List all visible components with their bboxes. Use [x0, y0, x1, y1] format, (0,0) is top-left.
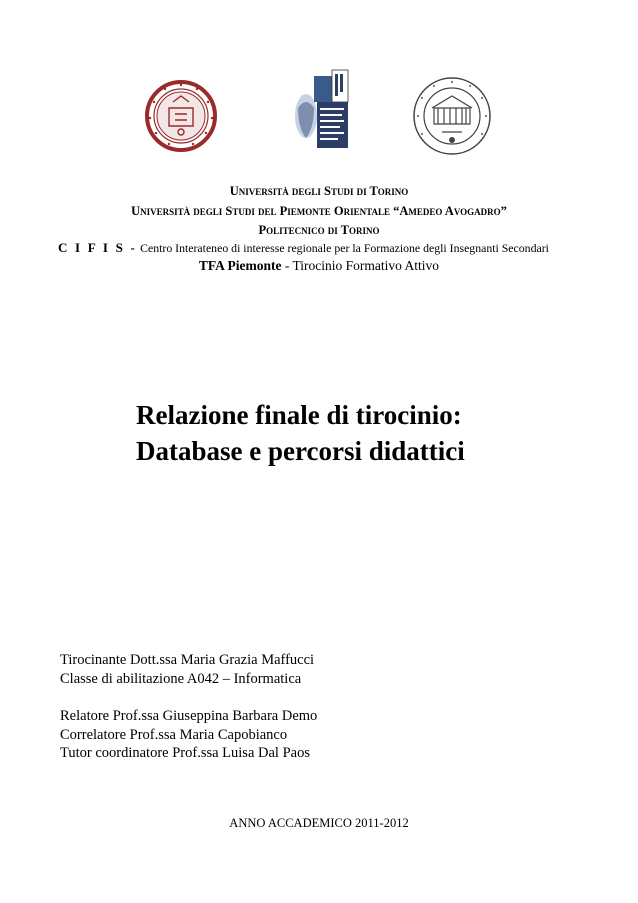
- tutor-line: Tutor coordinatore Prof.ssa Luisa Dal Paos: [60, 745, 310, 761]
- cifis-description: Centro Interateneo di interesse regionale per la Formazione degli Insegnanti Secondari: [140, 241, 549, 255]
- header-polito: Politecnico di Torino: [258, 223, 380, 237]
- header-upo: Università degli Studi del Piemonte Orientale “Amedeo Avogadro”: [131, 204, 507, 218]
- relatore-line: Relatore Prof.ssa Giuseppina Barbara Demo: [60, 708, 318, 724]
- header-cifis: [58, 240, 549, 256]
- correlatore-line: Correlatore Prof.ssa Maria Capobianco: [60, 727, 288, 743]
- uupo-logo: [290, 68, 350, 150]
- header-unito: Università degli Studi di Torino: [229, 184, 409, 198]
- tfa-label: TFA Piemonte: [198, 258, 282, 273]
- title-line-1: Relazione finale di tirocinio:: [136, 400, 462, 430]
- polito-seal-logo: [412, 76, 492, 156]
- academic-year: ANNO ACCADEMICO 2011-2012: [229, 816, 409, 830]
- unito-seal-logo: [145, 80, 217, 152]
- cifis-acronym: C I F I S -: [58, 240, 137, 255]
- header-tfa: [0, 258, 638, 274]
- tfa-description: - Tirocinio Formativo Attivo: [284, 258, 440, 273]
- title-line-2: Database e percorsi didattici: [136, 436, 465, 466]
- classe-line: Classe di abilitazione A042 – Informatica: [60, 671, 302, 687]
- logos-row: [0, 68, 638, 158]
- tirocinante-line: Tirocinante Dott.ssa Maria Grazia Maffucci: [60, 652, 315, 668]
